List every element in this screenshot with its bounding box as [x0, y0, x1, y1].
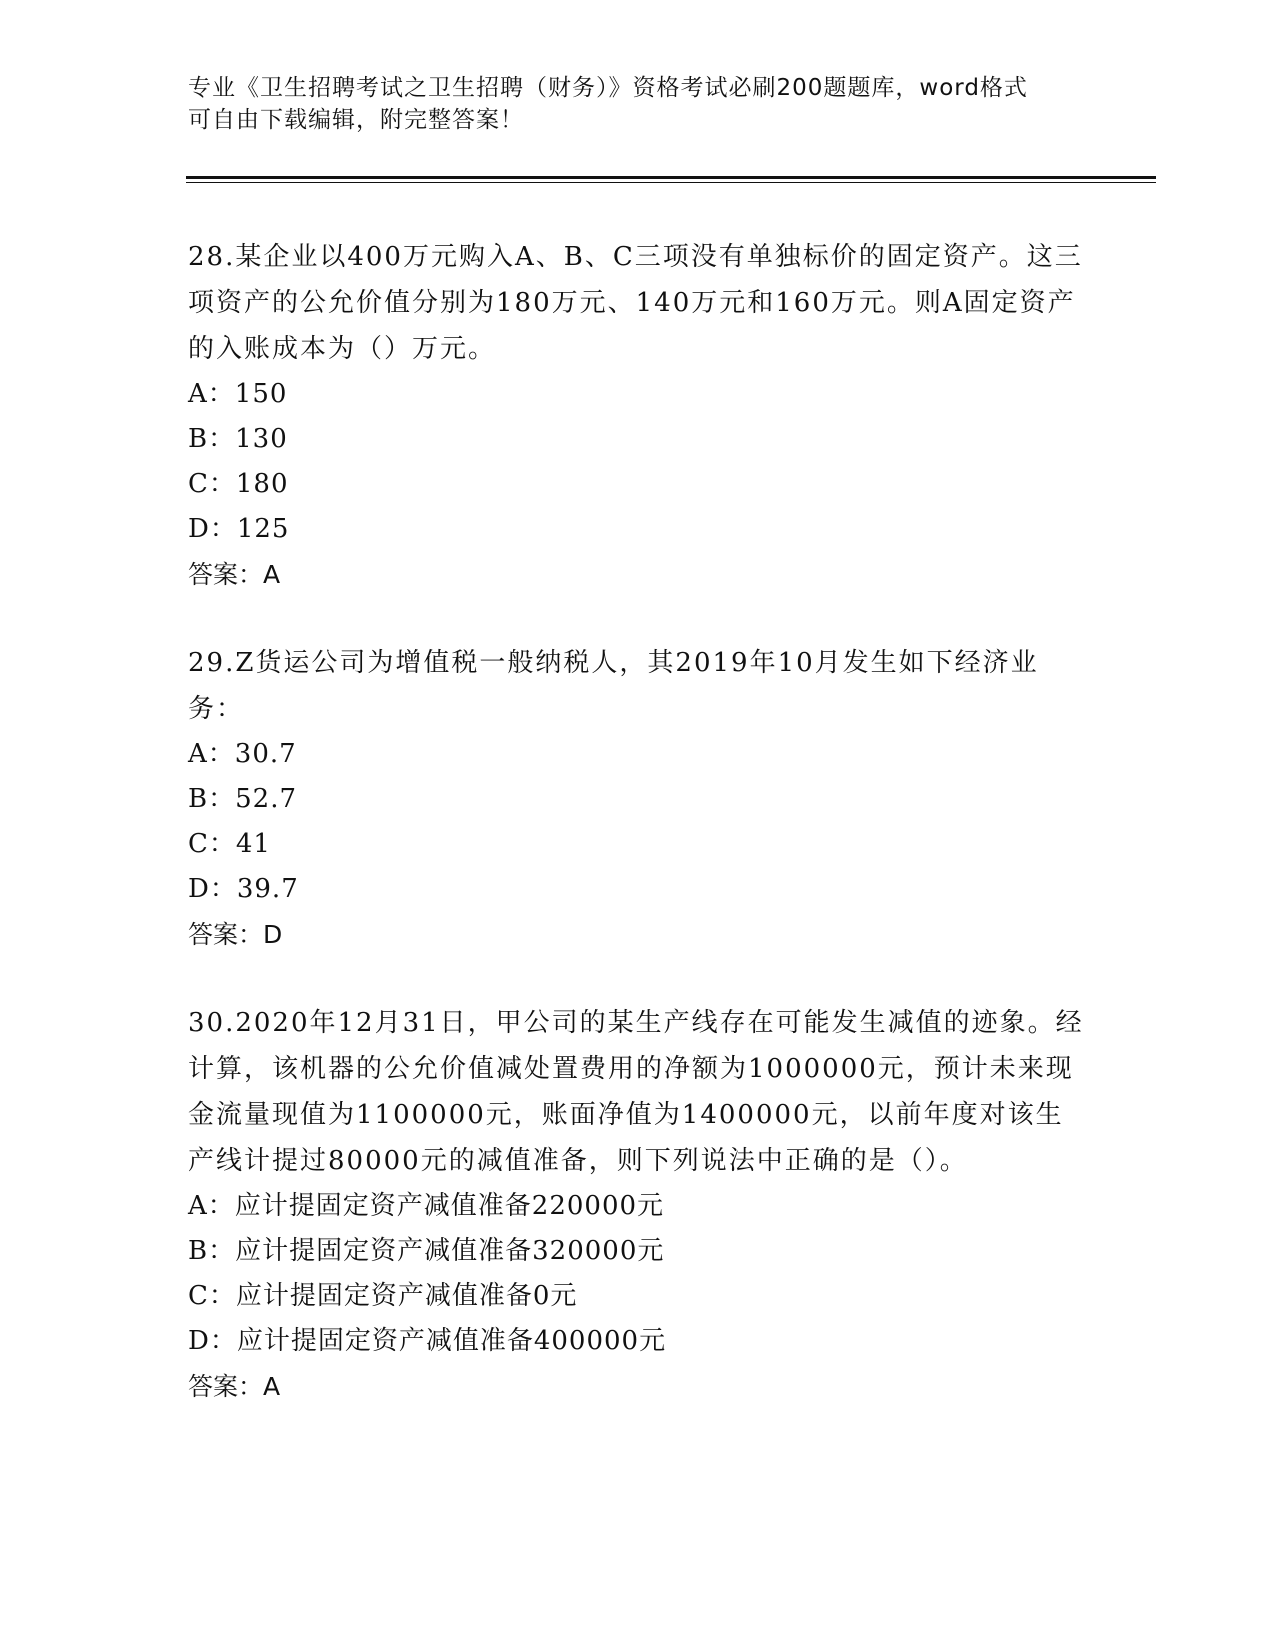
option-a: A：150	[188, 379, 288, 409]
question-29	[188, 640, 1088, 958]
option-c: C：应计提固定资产减值准备0元	[188, 1281, 578, 1311]
option-a: A：应计提固定资产减值准备220000元	[188, 1191, 665, 1221]
answer-label: 答案：A	[188, 560, 281, 589]
question-text: 29.Z货运公司为增值税一般纳税人，其2019年10月发生如下经济业务：	[188, 648, 1039, 724]
option-b: B：130	[188, 424, 288, 454]
answer-label: 答案：A	[188, 1372, 281, 1401]
option-d: D：125	[188, 514, 290, 544]
question-list	[188, 234, 1088, 1452]
header-divider-thick	[186, 176, 1156, 179]
header-divider-thin	[186, 182, 1156, 183]
option-c: C：41	[188, 829, 271, 859]
option-d: D：应计提固定资产减值准备400000元	[188, 1326, 667, 1356]
option-b: B：52.7	[188, 784, 297, 814]
question-28	[188, 234, 1088, 598]
option-a: A：30.7	[188, 739, 297, 769]
document-header	[188, 72, 1068, 136]
option-c: C：180	[188, 469, 289, 499]
question-30	[188, 1000, 1088, 1410]
header-title-line-1: 专业《卫生招聘考试之卫生招聘（财务）》资格考试必刷200题题库，word格式	[188, 75, 1028, 101]
header-title-line-2: 可自由下载编辑，附完整答案！	[188, 107, 524, 133]
answer-label: 答案：D	[188, 920, 283, 949]
option-b: B：应计提固定资产减值准备320000元	[188, 1236, 665, 1266]
question-text: 28.某企业以400万元购入A、B、C三项没有单独标价的固定资产。这三项资产的公允价值分别为180万元、140万元和160万元。则A固定资产的入账成本为（）万元。	[188, 242, 1083, 364]
option-d: D：39.7	[188, 874, 299, 904]
question-text: 30.2020年12月31日，甲公司的某生产线存在可能发生减值的迹象。经计算，该机器的公允价值减处置费用的净额为1000000元，预计未来现金流量现值为1100000元，账面净值为1400000元，以前年度对该生产线计提过80000元的减值准备，则下列说法中正确的是（）。	[188, 1008, 1084, 1176]
